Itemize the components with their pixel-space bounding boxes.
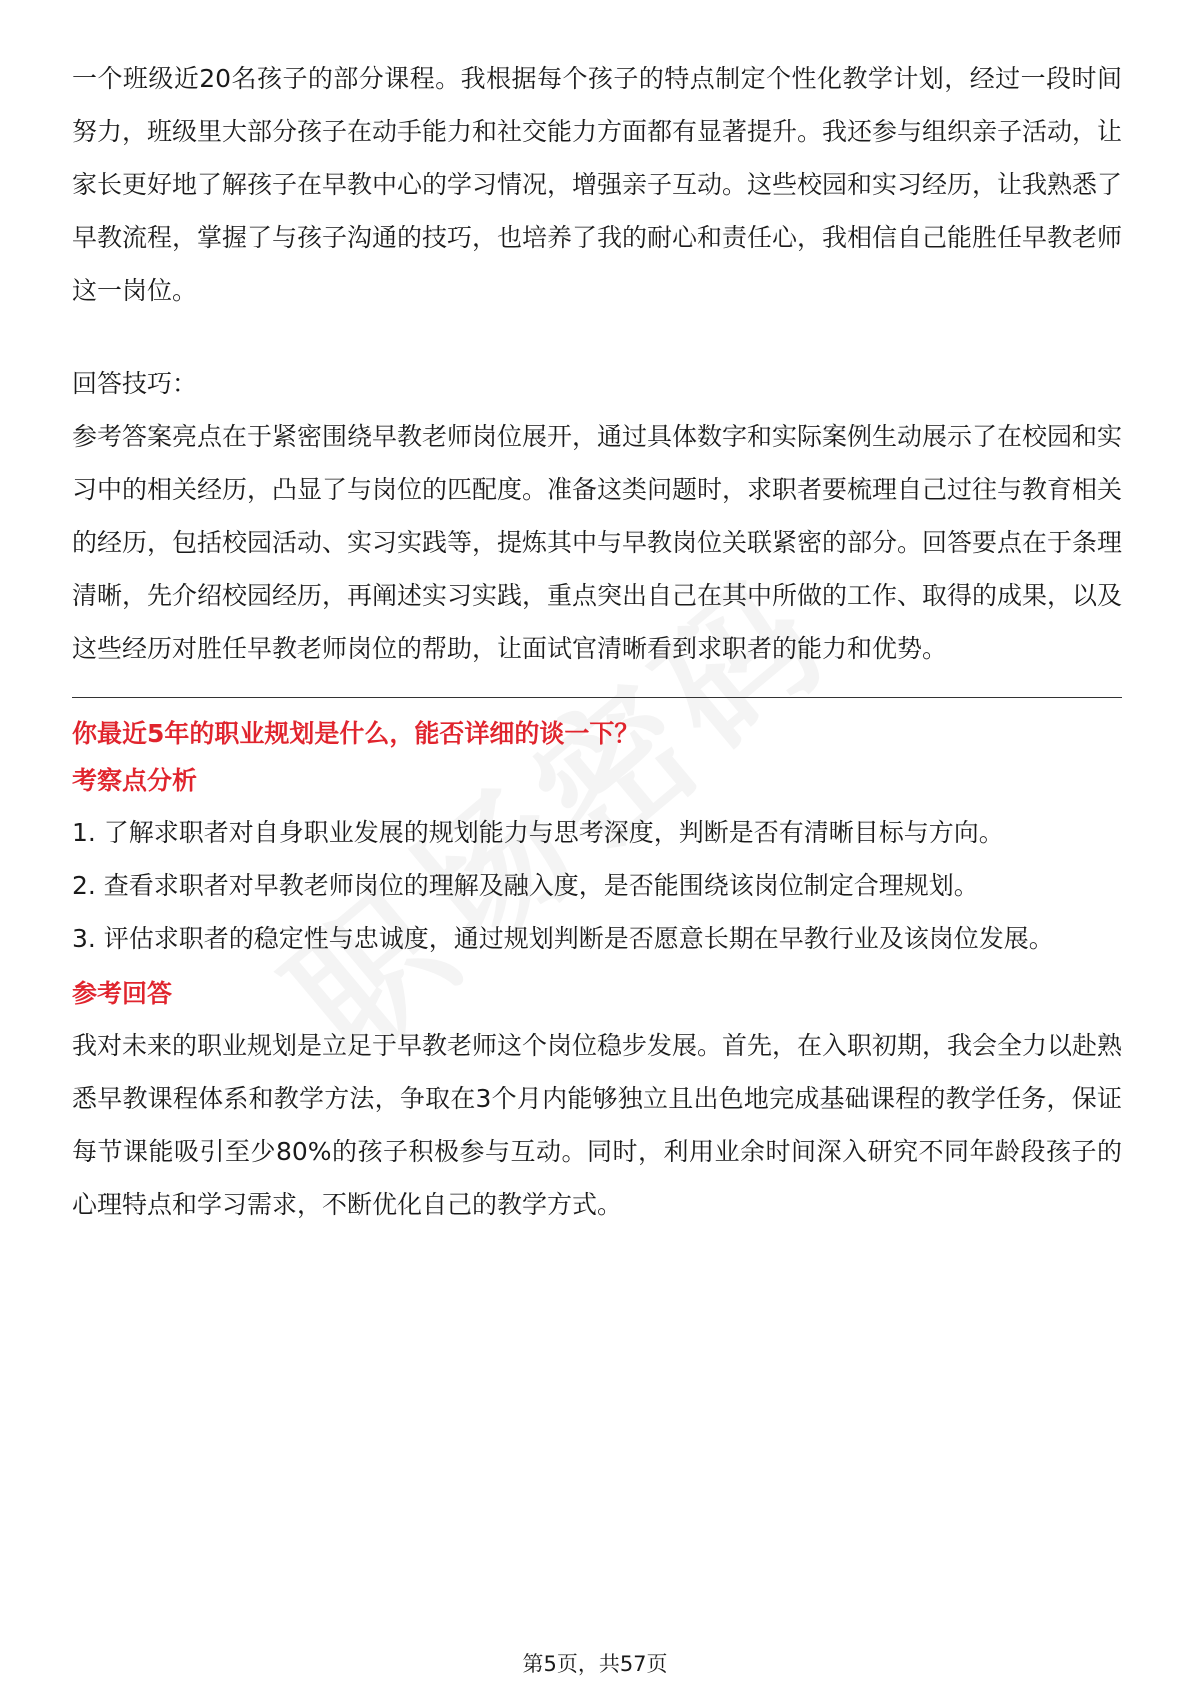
analysis-item-3: 3. 评估求职者的稳定性与忠诚度，通过规划判断是否愿意长期在早教行业及该岗位发展。 (72, 924, 1054, 953)
page-number: 第5页，共57页 (522, 1652, 668, 1676)
tips-body: 参考答案亮点在于紧密围绕早教老师岗位展开，通过具体数字和实际案例生动展示了在校园和实习中的相关经历，凸显了与岗位的匹配度。准备这类问题时，求职者要梳理自己过往与教育相关的经历，包括校园活动、实习实践等，提炼其中与早教岗位关联紧密的部分。回答要点在于条理清晰，先介绍校园经历，再阐述实习实践，重点突出自己在其中所做的工作、取得的成果，以及这些经历对胜任早教老师岗位的帮助，让面试官清晰看到求职者的能力和优势。 (72, 422, 1123, 663)
analysis-item-1: 1. 了解求职者对自身职业发展的规划能力与思考深度，判断是否有清晰目标与方向。 (72, 818, 1004, 847)
section-divider (72, 697, 1122, 698)
intro-paragraph: 一个班级近20名孩子的部分课程。我根据每个孩子的特点制定个性化教学计划，经过一段时间努力，班级里大部分孩子在动手能力和社交能力方面都有显著提升。我还参与组织亲子活动，让家长更好地了解孩子在早教中心的学习情况，增强亲子互动。这些校园和实习经历，让我熟悉了早教流程，掌握了与孩子沟通的技巧，也培养了我的耐心和责任心，我相信自己能胜任早教老师这一岗位。 (72, 64, 1123, 305)
question-title: 你最近5年的职业规划是什么，能否详细的谈一下？ (72, 719, 640, 748)
tips-heading: 回答技巧： (72, 369, 198, 398)
reference-title: 参考回答 (72, 979, 173, 1008)
document-page (72, 52, 1122, 1231)
analysis-title: 考察点分析 (72, 766, 198, 795)
analysis-item-2: 2. 查看求职者对早教老师岗位的理解及融入度，是否能围绕该岗位制定合理规划。 (72, 871, 979, 900)
reference-body: 我对未来的职业规划是立足于早教老师这个岗位稳步发展。首先，在入职初期，我会全力以赴熟悉早教课程体系和教学方法，争取在3个月内能够独立且出色地完成基础课程的教学任务，保证每节课能吸引至少80%的孩子积极参与互动。同时，利用业余时间深入研究不同年龄段孩子的心理特点和学习需求，不断优化自己的教学方式。 (72, 1031, 1123, 1219)
